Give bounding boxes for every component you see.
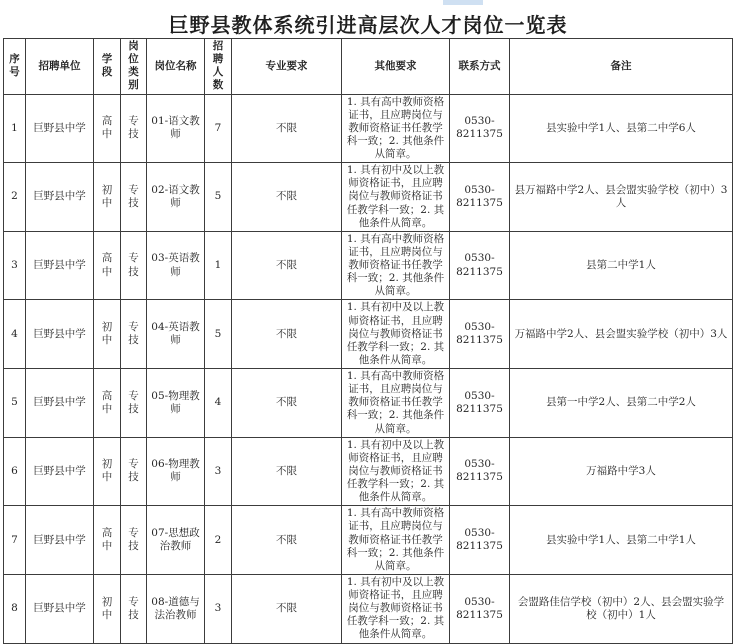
cell-category: 专技 <box>121 574 147 643</box>
cell-count: 3 <box>205 574 232 643</box>
cell-category: 专技 <box>121 300 147 369</box>
header-remark: 备注 <box>510 39 733 95</box>
header-contact: 联系方式 <box>450 39 510 95</box>
cell-count: 5 <box>205 163 232 232</box>
positions-table <box>3 38 733 644</box>
cell-other-requirements: 1. 具有高中教师资格证书，且应聘岗位与教师资格证书任教学科一致；2. 其他条件从简章。 <box>342 231 450 300</box>
cell-unit: 巨野县中学 <box>26 506 94 575</box>
table-row <box>4 506 733 575</box>
cell-category: 专技 <box>121 231 147 300</box>
cell-no: 5 <box>4 369 26 438</box>
cell-contact: 0530-8211375 <box>450 94 510 163</box>
cell-remark: 县实验中学1人、县第二中学1人 <box>510 506 733 575</box>
cell-unit: 巨野县中学 <box>26 94 94 163</box>
cell-remark: 县万福路中学2人、县会盟实验学校（初中）3人 <box>510 163 733 232</box>
header-unit: 招聘单位 <box>26 39 94 95</box>
cell-other-requirements: 1. 具有初中及以上教师资格证书，且应聘岗位与教师资格证书任教学科一致；2. 其他条件从简章。 <box>342 437 450 506</box>
cell-major: 不限 <box>232 163 342 232</box>
cell-position: 04-英语教师 <box>147 300 205 369</box>
cell-stage: 高中 <box>94 94 121 163</box>
cell-no: 6 <box>4 437 26 506</box>
cell-other-requirements: 1. 具有初中及以上教师资格证书，且应聘岗位与教师资格证书任教学科一致；2. 其他条件从简章。 <box>342 163 450 232</box>
cell-contact: 0530-8211375 <box>450 437 510 506</box>
cell-count: 1 <box>205 231 232 300</box>
cell-no: 8 <box>4 574 26 643</box>
table-row <box>4 574 733 643</box>
cell-other-requirements: 1. 具有高中教师资格证书，且应聘岗位与教师资格证书任教学科一致；2. 其他条件从简章。 <box>342 506 450 575</box>
cell-category: 专技 <box>121 163 147 232</box>
cell-stage: 高中 <box>94 231 121 300</box>
cell-no: 1 <box>4 94 26 163</box>
cell-contact: 0530-8211375 <box>450 506 510 575</box>
cell-category: 专技 <box>121 369 147 438</box>
cell-major: 不限 <box>232 574 342 643</box>
cell-contact: 0530-8211375 <box>450 231 510 300</box>
cell-count: 2 <box>205 506 232 575</box>
cell-other-requirements: 1. 具有高中教师资格证书，且应聘岗位与教师资格证书任教学科一致；2. 其他条件从简章。 <box>342 369 450 438</box>
cell-stage: 高中 <box>94 506 121 575</box>
cell-contact: 0530-8211375 <box>450 300 510 369</box>
cell-major: 不限 <box>232 94 342 163</box>
cell-major: 不限 <box>232 506 342 575</box>
cell-position: 01-语文教师 <box>147 94 205 163</box>
cell-major: 不限 <box>232 369 342 438</box>
cell-no: 3 <box>4 231 26 300</box>
cell-remark: 县实验中学1人、县第二中学6人 <box>510 94 733 163</box>
cell-position: 02-语文教师 <box>147 163 205 232</box>
cell-contact: 0530-8211375 <box>450 574 510 643</box>
cell-contact: 0530-8211375 <box>450 163 510 232</box>
scan-artifact <box>443 0 483 5</box>
cell-remark: 县第二中学1人 <box>510 231 733 300</box>
cell-category: 专技 <box>121 94 147 163</box>
cell-stage: 高中 <box>94 369 121 438</box>
cell-unit: 巨野县中学 <box>26 300 94 369</box>
cell-other-requirements: 1. 具有初中及以上教师资格证书，且应聘岗位与教师资格证书任教学科一致；2. 其他条件从简章。 <box>342 300 450 369</box>
cell-position: 05-物理教师 <box>147 369 205 438</box>
cell-other-requirements: 1. 具有初中及以上教师资格证书，且应聘岗位与教师资格证书任教学科一致；2. 其他条件从简章。 <box>342 574 450 643</box>
header-major: 专业要求 <box>232 39 342 95</box>
page-title: 巨野县教体系统引进高层次人才岗位一览表 <box>168 13 568 37</box>
cell-no: 4 <box>4 300 26 369</box>
header-count: 招聘人数 <box>205 39 232 95</box>
cell-unit: 巨野县中学 <box>26 369 94 438</box>
cell-position: 06-物理教师 <box>147 437 205 506</box>
cell-count: 4 <box>205 369 232 438</box>
cell-count: 3 <box>205 437 232 506</box>
cell-unit: 巨野县中学 <box>26 163 94 232</box>
table-row <box>4 300 733 369</box>
header-other: 其他要求 <box>342 39 450 95</box>
cell-remark: 万福路中学3人 <box>510 437 733 506</box>
cell-unit: 巨野县中学 <box>26 437 94 506</box>
header-position: 岗位名称 <box>147 39 205 95</box>
header-no: 序号 <box>4 39 26 95</box>
table-row <box>4 437 733 506</box>
cell-category: 专技 <box>121 437 147 506</box>
cell-count: 5 <box>205 300 232 369</box>
cell-unit: 巨野县中学 <box>26 574 94 643</box>
cell-position: 07-思想政治教师 <box>147 506 205 575</box>
cell-major: 不限 <box>232 231 342 300</box>
cell-stage: 初中 <box>94 300 121 369</box>
cell-count: 7 <box>205 94 232 163</box>
table-header-row <box>4 39 733 95</box>
header-category: 岗位类别 <box>121 39 147 95</box>
cell-stage: 初中 <box>94 574 121 643</box>
cell-no: 7 <box>4 506 26 575</box>
cell-no: 2 <box>4 163 26 232</box>
table-row <box>4 94 733 163</box>
cell-other-requirements: 1. 具有高中教师资格证书，且应聘岗位与教师资格证书任教学科一致；2. 其他条件从简章。 <box>342 94 450 163</box>
table-row <box>4 369 733 438</box>
cell-remark: 县第一中学2人、县第二中学2人 <box>510 369 733 438</box>
cell-category: 专技 <box>121 506 147 575</box>
cell-major: 不限 <box>232 437 342 506</box>
cell-position: 08-道德与法治教师 <box>147 574 205 643</box>
cell-unit: 巨野县中学 <box>26 231 94 300</box>
cell-stage: 初中 <box>94 163 121 232</box>
table-row <box>4 231 733 300</box>
cell-contact: 0530-8211375 <box>450 369 510 438</box>
cell-remark: 会盟路佳信学校（初中）2人、县会盟实验学校（初中）1人 <box>510 574 733 643</box>
table-row <box>4 163 733 232</box>
cell-major: 不限 <box>232 300 342 369</box>
cell-stage: 初中 <box>94 437 121 506</box>
cell-remark: 万福路中学2人、县会盟实验学校（初中）3人 <box>510 300 733 369</box>
header-stage: 学段 <box>94 39 121 95</box>
cell-position: 03-英语教师 <box>147 231 205 300</box>
